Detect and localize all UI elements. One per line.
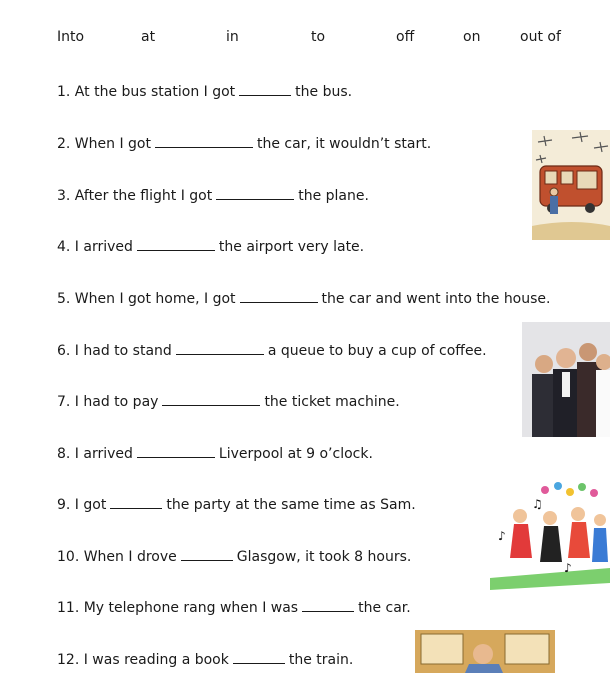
sentence-text-after: the airport very late. (218, 239, 365, 255)
answer-blank[interactable] (110, 494, 162, 509)
sentence-4 (57, 236, 364, 255)
sentence-6 (57, 340, 487, 359)
party-dancers-illustration (490, 478, 610, 603)
sentence-text-after: the ticket machine. (264, 394, 400, 410)
queue-of-people-photo (522, 322, 610, 437)
answer-blank[interactable] (162, 391, 260, 406)
word-bank-item: in (226, 29, 239, 45)
people-icon (522, 322, 610, 437)
word-bank-item: to (311, 29, 326, 45)
sentence-text-after: the car, it wouldn’t start. (256, 136, 432, 152)
sentence-text-before: 6. I had to stand (57, 343, 172, 359)
word-bank-item: off (396, 29, 415, 45)
sentence-text-after: Glasgow, it took 8 hours. (236, 549, 412, 565)
answer-blank[interactable] (176, 340, 264, 355)
sentence-text-before: 2. When I got (57, 136, 151, 152)
sentence-text-after: the train. (288, 652, 354, 668)
word-bank-item: at (141, 29, 156, 45)
sentence-text-before: 11. My telephone rang when I was (57, 600, 299, 616)
answer-blank[interactable] (240, 288, 318, 303)
sentence-text-before: 4. I arrived (57, 239, 133, 255)
sentence-text-before: 12. I was reading a book (57, 652, 229, 668)
sentence-text-after: the plane. (298, 188, 369, 204)
dancers-icon (490, 478, 610, 603)
sentence-1 (57, 81, 352, 100)
answer-blank[interactable] (137, 236, 215, 251)
word-bank-item: on (463, 29, 481, 45)
sentence-text-before: 9. I got (57, 497, 107, 513)
word-bank (0, 29, 610, 49)
sentence-text-after: the car and went into the house. (321, 291, 551, 307)
answer-blank[interactable] (181, 546, 233, 561)
sentence-text-before: 7. I had to pay (57, 394, 159, 410)
sentence-9 (57, 494, 416, 513)
train-reading-photo (415, 630, 555, 673)
sentence-text-before: 5. When I got home, I got (57, 291, 236, 307)
answer-blank[interactable] (233, 649, 285, 664)
answer-blank[interactable] (155, 133, 253, 148)
train-icon (415, 630, 555, 673)
sentence-7 (57, 391, 400, 410)
sentence-11 (57, 597, 411, 616)
word-bank-item: Into (57, 29, 85, 45)
bus-airplane-icon (532, 130, 610, 240)
sentence-text-after: Liverpool at 9 o’clock. (218, 446, 373, 462)
sentence-5 (57, 288, 550, 307)
sentence-text-before: 8. I arrived (57, 446, 133, 462)
sentence-text-after: a queue to buy a cup of coffee. (267, 343, 487, 359)
sentence-3 (57, 185, 369, 204)
sentence-12 (57, 649, 353, 668)
answer-blank[interactable] (216, 185, 294, 200)
word-bank-item: out of (520, 29, 561, 45)
svg-text:♪: ♪ (564, 561, 572, 575)
answer-blank[interactable] (239, 81, 291, 96)
sentence-8 (57, 443, 373, 462)
answer-blank[interactable] (302, 597, 354, 612)
sentence-text-before: 3. After the flight I got (57, 188, 213, 204)
sentence-text-after: the bus. (295, 84, 353, 100)
bus-with-airplanes-illustration (532, 130, 610, 240)
svg-text:♫: ♫ (532, 497, 543, 511)
sentence-2 (57, 133, 431, 152)
sentence-text-after: the car. (358, 600, 411, 616)
answer-blank[interactable] (137, 443, 215, 458)
sentence-10 (57, 546, 411, 565)
sentence-text-after: the party at the same time as Sam. (166, 497, 416, 513)
sentence-text-before: 10. When I drove (57, 549, 177, 565)
sentence-text-before: 1. At the bus station I got (57, 84, 236, 100)
svg-text:♪: ♪ (498, 529, 506, 543)
